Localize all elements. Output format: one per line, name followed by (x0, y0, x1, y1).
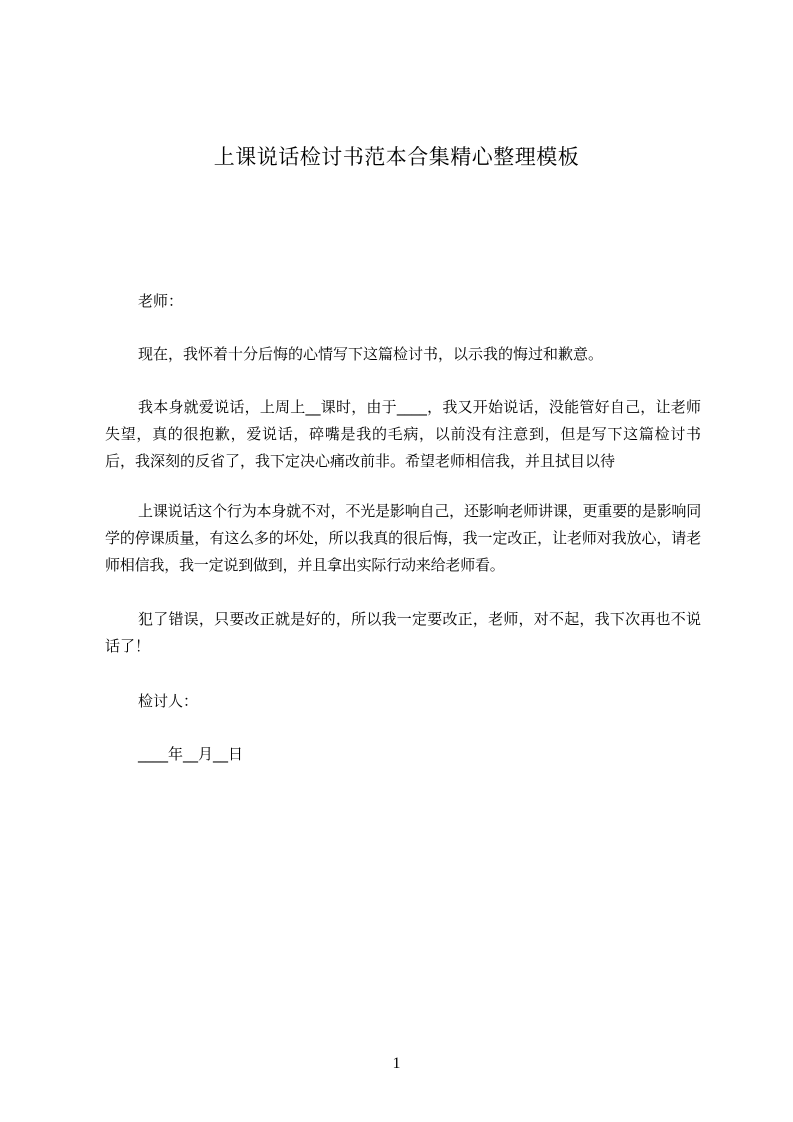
paragraph-1: 现在，我怀着十分后悔的心情写下这篇检讨书，以示我的悔过和歉意。 (138, 345, 604, 363)
paragraph-3: 上课说话这个行为本身就不对，不光是影响自己，还影响老师讲课，更重要的是影响同学的停课质量，有这么多的坏处，所以我真的很后悔，我一定改正，让老师对我放心，请老师相信我，我一定说到做到，并且拿出实际行动来给老师看。 (105, 502, 701, 574)
salutation: 老师： (138, 292, 184, 310)
document-title: 上课说话检讨书范本合集精心整理模板 (213, 145, 580, 169)
paragraph-4: 犯了错误，只要改正就是好的，所以我一定要改正，老师，对不起，我下次再也不说话了！ (105, 610, 701, 655)
paragraph-2: 我本身就爱说话，上周上__课时，由于____，我又开始说话，没能管好自己，让老师失望，真的很抱歉，爱说话，碎嘴是我的毛病，以前没有注意到，但是写下这篇检讨书后，我深刻的反省了，我下定决心痛改前非。希望老师相信我，并且拭目以待 (105, 398, 701, 470)
page-number: 1 (392, 1055, 401, 1072)
date-line: ____年__月__日 (138, 745, 244, 763)
signature-label: 检讨人： (138, 692, 199, 710)
